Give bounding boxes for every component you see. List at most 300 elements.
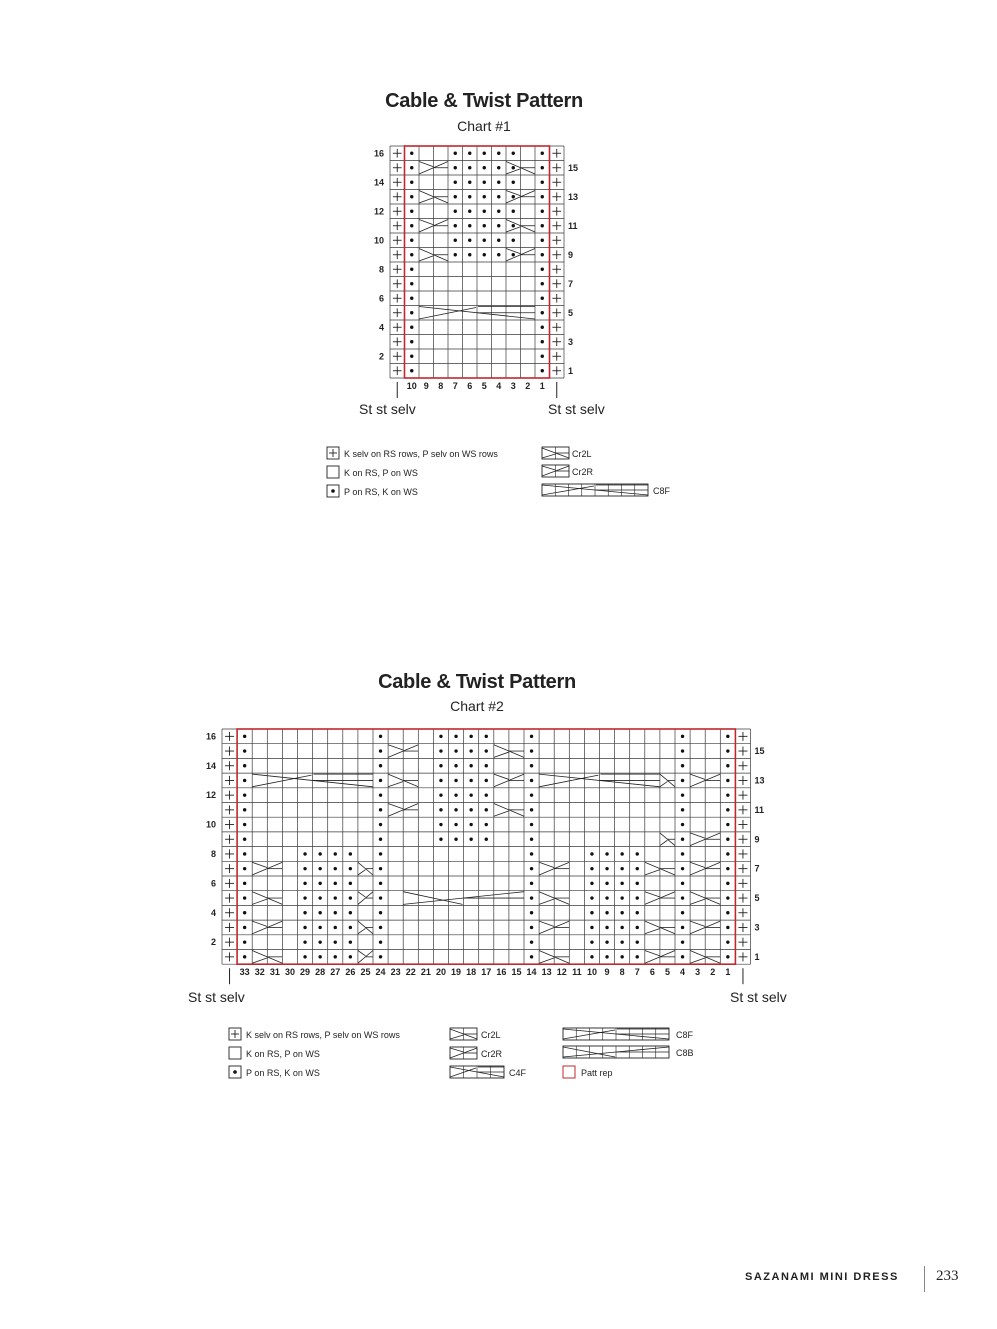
- chart2-purl-stitch: [485, 808, 488, 811]
- chart1-selv-stitch: [393, 192, 402, 201]
- chart2-purl-stitch: [379, 940, 382, 943]
- chart1-purl-stitch: [541, 195, 544, 198]
- chart1-selv-stitch: [552, 308, 561, 317]
- chart1-selv-stitch: [552, 192, 561, 201]
- chart1-row-label: 3: [568, 336, 574, 347]
- chart2-selv-stitch: [738, 761, 747, 770]
- chart1-legend-selv-symbol-glyph: [329, 449, 337, 457]
- chart2-col-label: 22: [405, 967, 416, 978]
- chart1-selv-stitch: [552, 294, 561, 303]
- chart1-purl-stitch: [541, 369, 544, 372]
- chart1-purl-stitch: [483, 152, 486, 155]
- chart1-purl-stitch: [468, 210, 471, 213]
- chart2-selv-stitch: [738, 791, 747, 800]
- chart2-purl-stitch: [243, 955, 246, 958]
- chart2-purl-stitch: [726, 808, 729, 811]
- chart1-purl-stitch: [541, 297, 544, 300]
- chart2-purl-stitch: [303, 955, 306, 958]
- chart2-purl-stitch: [530, 867, 533, 870]
- chart2-purl-stitch: [636, 867, 639, 870]
- chart2-purl-stitch: [485, 793, 488, 796]
- chart1-legend-c8f-label: C8F: [653, 486, 671, 496]
- chart1-purl-stitch: [483, 253, 486, 256]
- chart1-purl-stitch: [541, 210, 544, 213]
- chart2-purl-stitch: [530, 793, 533, 796]
- chart1-purl-stitch: [410, 326, 413, 329]
- chart2-selv-stitch: [225, 879, 234, 888]
- chart1-purl-stitch: [497, 210, 500, 213]
- chart2-selv-left: St st selv: [188, 989, 245, 1005]
- chart2-selv-stitch: [738, 805, 747, 814]
- chart2-purl-stitch: [726, 940, 729, 943]
- chart1-purl-stitch: [410, 166, 413, 169]
- chart1-purl-stitch: [410, 340, 413, 343]
- chart2-purl-stitch: [303, 896, 306, 899]
- chart1-selv-stitch: [393, 207, 402, 216]
- chart2-selv-stitch: [738, 952, 747, 961]
- chart2-purl-stitch: [530, 823, 533, 826]
- chart2-selv-stitch: [738, 938, 747, 947]
- chart1-purl-stitch: [541, 224, 544, 227]
- chart2-purl-stitch: [334, 852, 337, 855]
- chart2-col-label: 31: [269, 967, 280, 978]
- chart2-purl-stitch: [379, 852, 382, 855]
- chart2-subtitle: Chart #2: [450, 698, 504, 714]
- chart2-purl-stitch: [349, 955, 352, 958]
- chart2-selv-stitch: [225, 908, 234, 917]
- chart2-purl-stitch: [439, 808, 442, 811]
- chart2-selv-stitch: [738, 879, 747, 888]
- chart1-row-label: 5: [568, 307, 574, 318]
- chart2-purl-stitch: [243, 940, 246, 943]
- chart2-purl-stitch: [379, 896, 382, 899]
- chart1-purl-stitch: [512, 253, 515, 256]
- chart2-purl-stitch: [379, 823, 382, 826]
- chart1-purl-stitch: [541, 181, 544, 184]
- chart2-purl-stitch: [726, 823, 729, 826]
- chart2-selv-right: St st selv: [730, 989, 787, 1005]
- chart1-row-label: 6: [378, 293, 384, 304]
- chart1-legend-cr2l-label: Cr2L: [572, 449, 592, 459]
- chart1-purl-stitch: [410, 181, 413, 184]
- chart2-purl-stitch: [243, 867, 246, 870]
- chart2-cable-cr2r: [358, 892, 373, 905]
- chart1-purl-stitch: [454, 239, 457, 242]
- chart1-selv-stitch: [552, 323, 561, 332]
- chart2-purl-stitch: [590, 911, 593, 914]
- chart2-purl-stitch: [334, 896, 337, 899]
- chart2-row-label: 16: [205, 731, 216, 742]
- chart2-row-label: 1: [754, 951, 760, 962]
- chart2-purl-stitch: [469, 749, 472, 752]
- chart2-selv-stitch: [225, 938, 234, 947]
- chart2-purl-stitch: [530, 940, 533, 943]
- chart2-purl-stitch: [681, 940, 684, 943]
- chart2-col-label: 2: [710, 967, 716, 978]
- chart2-purl-stitch: [590, 940, 593, 943]
- chart2-selv-stitch: [738, 747, 747, 756]
- chart1-legend-purl-symbol-dot: [331, 489, 335, 493]
- chart2-purl-stitch: [681, 764, 684, 767]
- chart1-selv-stitch: [393, 149, 402, 158]
- chart1-col-label: 6: [467, 381, 473, 391]
- chart1-purl-stitch: [468, 152, 471, 155]
- chart2-selv-stitch: [225, 864, 234, 873]
- chart2-purl-stitch: [590, 896, 593, 899]
- chart2-purl-stitch: [439, 749, 442, 752]
- chart2-legend-patt-rep-label: Patt rep: [581, 1068, 613, 1078]
- chart2-purl-stitch: [379, 955, 382, 958]
- chart1-purl-stitch: [410, 195, 413, 198]
- chart2-purl-stitch: [334, 940, 337, 943]
- chart2-purl-stitch: [605, 867, 608, 870]
- chart2-purl-stitch: [439, 779, 442, 782]
- chart1-purl-stitch: [512, 195, 515, 198]
- chart2-legend-patt-rep-symbol: [563, 1066, 575, 1078]
- chart2-purl-stitch: [454, 779, 457, 782]
- chart2-col-label: 21: [420, 967, 431, 978]
- chart2-purl-stitch: [243, 808, 246, 811]
- chart2-purl-stitch: [726, 749, 729, 752]
- chart1-selv-stitch: [393, 221, 402, 230]
- chart2-title: Cable & Twist Pattern: [378, 671, 576, 693]
- chart2-purl-stitch: [243, 852, 246, 855]
- chart2-purl-stitch: [530, 926, 533, 929]
- chart1-row-label: 7: [568, 278, 574, 289]
- chart1-purl-stitch: [483, 181, 486, 184]
- chart2-purl-stitch: [485, 764, 488, 767]
- chart2-purl-stitch: [681, 882, 684, 885]
- chart1-purl-stitch: [497, 195, 500, 198]
- chart2-col-label: 4: [680, 967, 686, 978]
- chart2-selv-stitch: [225, 776, 234, 785]
- chart2-purl-stitch: [726, 735, 729, 738]
- chart1-purl-stitch: [454, 210, 457, 213]
- chart2-purl-stitch: [334, 955, 337, 958]
- chart2-purl-stitch: [726, 926, 729, 929]
- chart1-purl-stitch: [483, 210, 486, 213]
- chart2-purl-stitch: [681, 749, 684, 752]
- chart2-purl-stitch: [318, 852, 321, 855]
- chart1-purl-stitch: [454, 181, 457, 184]
- chart2-purl-stitch: [379, 749, 382, 752]
- chart2-purl-stitch: [485, 838, 488, 841]
- chart2-col-label: 16: [496, 967, 507, 978]
- chart2-purl-stitch: [243, 823, 246, 826]
- chart2-purl-stitch: [620, 926, 623, 929]
- chart2-purl-stitch: [243, 749, 246, 752]
- chart1-col-label: 4: [496, 381, 502, 391]
- chart2-purl-stitch: [681, 852, 684, 855]
- chart2-row-label: 8: [210, 848, 216, 859]
- chart1-purl-stitch: [483, 195, 486, 198]
- chart1-col-label: 5: [481, 381, 487, 391]
- chart2-purl-stitch: [303, 911, 306, 914]
- chart2-purl-stitch: [454, 793, 457, 796]
- chart2-row-label: 5: [754, 893, 760, 904]
- chart2-purl-stitch: [379, 764, 382, 767]
- chart2-purl-stitch: [469, 793, 472, 796]
- chart1-purl-stitch: [512, 210, 515, 213]
- chart2-purl-stitch: [636, 926, 639, 929]
- chart2-purl-stitch: [379, 793, 382, 796]
- chart1-purl-stitch: [454, 166, 457, 169]
- chart1-selv-stitch: [393, 366, 402, 375]
- chart1-legend-knit-symbol: [327, 466, 339, 478]
- chart1-col-label: 9: [423, 381, 429, 391]
- chart2-selv-stitch: [738, 864, 747, 873]
- chart2-legend-cr2r-label: Cr2R: [481, 1049, 503, 1059]
- chart1-purl-stitch: [410, 355, 413, 358]
- chart2-purl-stitch: [303, 940, 306, 943]
- chart2-purl-stitch: [590, 926, 593, 929]
- chart2-purl-stitch: [439, 764, 442, 767]
- chart1-row-label: 14: [373, 177, 384, 188]
- chart1-purl-stitch: [454, 253, 457, 256]
- chart2-purl-stitch: [303, 867, 306, 870]
- chart1-selv-stitch: [552, 236, 561, 245]
- chart2-col-label: 3: [695, 967, 701, 978]
- chart2-purl-stitch: [681, 867, 684, 870]
- chart1-title: Cable & Twist Pattern: [385, 90, 583, 112]
- chart2-purl-stitch: [349, 882, 352, 885]
- chart2-selv-stitch: [225, 923, 234, 932]
- chart2-col-label: 6: [649, 967, 655, 978]
- chart1-selv-stitch: [552, 163, 561, 172]
- chart2-legend-knit-symbol: [229, 1047, 241, 1059]
- footer-pattern-name: SAZANAMI MINI DRESS: [745, 1271, 899, 1283]
- chart2-purl-stitch: [726, 896, 729, 899]
- chart2-purl-stitch: [454, 749, 457, 752]
- chart2-purl-stitch: [605, 940, 608, 943]
- chart2-selv-stitch: [738, 849, 747, 858]
- chart2-purl-stitch: [605, 955, 608, 958]
- chart2-col-label: 13: [541, 967, 552, 978]
- chart2-purl-stitch: [243, 838, 246, 841]
- chart2-purl-stitch: [469, 779, 472, 782]
- chart2-purl-stitch: [726, 882, 729, 885]
- chart2-purl-stitch: [636, 955, 639, 958]
- chart2-row-label: 9: [754, 834, 760, 845]
- chart2-purl-stitch: [379, 735, 382, 738]
- chart2-purl-stitch: [454, 808, 457, 811]
- chart2-col-label: 10: [586, 967, 597, 978]
- chart1-row-label: 12: [373, 206, 384, 217]
- chart1-purl-stitch: [468, 253, 471, 256]
- chart1-selv-stitch: [552, 352, 561, 361]
- chart1-purl-stitch: [468, 166, 471, 169]
- chart2-col-label: 24: [375, 967, 386, 978]
- chart2-selv-stitch: [225, 894, 234, 903]
- chart1-purl-stitch: [410, 152, 413, 155]
- chart1-purl-stitch: [497, 166, 500, 169]
- chart2-purl-stitch: [681, 793, 684, 796]
- chart1-purl-stitch: [483, 239, 486, 242]
- chart2-selv-stitch: [738, 732, 747, 741]
- chart2-purl-stitch: [469, 735, 472, 738]
- chart2-selv-stitch: [225, 747, 234, 756]
- chart2-purl-stitch: [303, 926, 306, 929]
- chart1-selv-stitch: [552, 265, 561, 274]
- chart1-purl-stitch: [410, 268, 413, 271]
- chart2-purl-stitch: [318, 882, 321, 885]
- chart1-purl-stitch: [468, 181, 471, 184]
- chart2-col-label: 28: [315, 967, 326, 978]
- chart1-purl-stitch: [483, 224, 486, 227]
- chart1-purl-stitch: [497, 239, 500, 242]
- chart2-purl-stitch: [349, 852, 352, 855]
- chart1-selv-stitch: [552, 207, 561, 216]
- chart2-col-label: 15: [511, 967, 522, 978]
- chart2-purl-stitch: [439, 823, 442, 826]
- chart1-purl-stitch: [410, 210, 413, 213]
- chart2-purl-stitch: [636, 852, 639, 855]
- chart2-legend-c4f-label: C4F: [509, 1068, 527, 1078]
- chart1-purl-stitch: [468, 224, 471, 227]
- chart2-purl-stitch: [243, 793, 246, 796]
- chart2-legend-knit-label: K on RS, P on WS: [246, 1049, 320, 1059]
- chart2-purl-stitch: [334, 926, 337, 929]
- chart2-purl-stitch: [726, 867, 729, 870]
- chart1-legend-knit-label: K on RS, P on WS: [344, 468, 418, 478]
- chart2-selv-stitch: [738, 835, 747, 844]
- chart1-col-label: 7: [452, 381, 458, 391]
- chart2-purl-stitch: [243, 779, 246, 782]
- chart2-selv-stitch: [225, 820, 234, 829]
- chart2-purl-stitch: [243, 764, 246, 767]
- chart2-legend-c8b-label: C8B: [676, 1048, 694, 1058]
- chart2-col-label: 7: [634, 967, 640, 978]
- chart2-row-label: 6: [210, 878, 216, 889]
- chart2-legend-selv-symbol-glyph: [231, 1030, 239, 1038]
- chart1-selv-stitch: [393, 279, 402, 288]
- chart1-row-label: 9: [568, 249, 574, 260]
- chart1-purl-stitch: [541, 166, 544, 169]
- chart2-cable-cr2l: [660, 833, 675, 846]
- chart1-purl-stitch: [512, 224, 515, 227]
- chart2-purl-stitch: [530, 852, 533, 855]
- chart2-purl-stitch: [334, 882, 337, 885]
- chart2-purl-stitch: [318, 955, 321, 958]
- chart2-purl-stitch: [334, 867, 337, 870]
- chart2-selv-stitch: [225, 761, 234, 770]
- chart2-purl-stitch: [485, 749, 488, 752]
- chart2-purl-stitch: [454, 764, 457, 767]
- chart2-purl-stitch: [379, 911, 382, 914]
- chart2-purl-stitch: [620, 911, 623, 914]
- chart1-purl-stitch: [410, 297, 413, 300]
- chart2-purl-stitch: [318, 911, 321, 914]
- chart2-purl-stitch: [439, 838, 442, 841]
- chart2-purl-stitch: [530, 955, 533, 958]
- chart2-purl-stitch: [605, 896, 608, 899]
- chart2-selv-stitch: [738, 923, 747, 932]
- chart2-purl-stitch: [379, 926, 382, 929]
- chart1-purl-stitch: [454, 152, 457, 155]
- chart1-subtitle: Chart #1: [457, 118, 511, 134]
- chart1-purl-stitch: [512, 239, 515, 242]
- chart2-purl-stitch: [726, 852, 729, 855]
- chart1-purl-stitch: [541, 253, 544, 256]
- chart2-purl-stitch: [590, 955, 593, 958]
- chart2-purl-stitch: [530, 749, 533, 752]
- chart2-col-label: 11: [572, 967, 582, 978]
- chart2-purl-stitch: [530, 764, 533, 767]
- chart2-purl-stitch: [530, 808, 533, 811]
- chart1-selv-stitch: [552, 366, 561, 375]
- chart1-selv-stitch: [552, 221, 561, 230]
- chart1-purl-stitch: [454, 195, 457, 198]
- chart2-purl-stitch: [726, 779, 729, 782]
- chart2-purl-stitch: [636, 896, 639, 899]
- chart2-legend-selv-label: K selv on RS rows, P selv on WS rows: [246, 1030, 400, 1040]
- chart2-purl-stitch: [681, 926, 684, 929]
- chart2-selv-stitch: [225, 835, 234, 844]
- chart1-row-label: 4: [378, 322, 384, 333]
- chart2-purl-stitch: [681, 955, 684, 958]
- chart2-purl-stitch: [379, 808, 382, 811]
- chart2-purl-stitch: [605, 882, 608, 885]
- chart2-purl-stitch: [485, 735, 488, 738]
- chart2-purl-stitch: [439, 735, 442, 738]
- chart2-purl-stitch: [620, 896, 623, 899]
- chart2-purl-stitch: [605, 926, 608, 929]
- chart2-row-label: 12: [205, 790, 216, 801]
- chart2-purl-stitch: [243, 911, 246, 914]
- chart1-selv-stitch: [393, 236, 402, 245]
- chart1-selv-right: St st selv: [548, 401, 605, 417]
- chart2-col-label: 19: [451, 967, 462, 978]
- chart1-purl-stitch: [468, 195, 471, 198]
- chart1-selv-stitch: [393, 323, 402, 332]
- chart2-purl-stitch: [726, 955, 729, 958]
- chart1-col-label: 3: [510, 381, 516, 391]
- chart2-purl-stitch: [485, 823, 488, 826]
- chart1-purl-stitch: [512, 152, 515, 155]
- chart1-purl-stitch: [541, 239, 544, 242]
- chart2-purl-stitch: [726, 764, 729, 767]
- chart2-purl-stitch: [530, 911, 533, 914]
- chart2-selv-stitch: [738, 908, 747, 917]
- chart2-purl-stitch: [454, 823, 457, 826]
- chart1-purl-stitch: [541, 311, 544, 314]
- chart1-selv-stitch: [552, 250, 561, 259]
- chart1-selv-stitch: [393, 163, 402, 172]
- chart2-purl-stitch: [469, 823, 472, 826]
- chart1-row-label: 11: [568, 220, 578, 231]
- chart2-purl-stitch: [318, 926, 321, 929]
- chart2-legend-purl-label: P on RS, K on WS: [246, 1068, 320, 1078]
- chart2-purl-stitch: [318, 867, 321, 870]
- chart2-purl-stitch: [590, 867, 593, 870]
- chart1-purl-stitch: [541, 340, 544, 343]
- chart2-purl-stitch: [636, 882, 639, 885]
- chart2-selv-stitch: [225, 732, 234, 741]
- chart2-legend-purl-symbol-dot: [233, 1070, 237, 1074]
- chart1-legend-cr2r-label: Cr2R: [572, 467, 594, 477]
- chart1-selv-stitch: [552, 337, 561, 346]
- chart1-purl-stitch: [410, 311, 413, 314]
- chart2-purl-stitch: [681, 735, 684, 738]
- chart1-selv-stitch: [393, 352, 402, 361]
- chart2-row-label: 7: [754, 863, 760, 874]
- chart2-row-label: 2: [210, 937, 216, 948]
- chart1-row-label: 1: [568, 365, 574, 376]
- chart2-purl-stitch: [243, 926, 246, 929]
- chart1-row-label: 10: [373, 235, 384, 246]
- chart2-col-label: 30: [284, 967, 295, 978]
- chart2-col-label: 20: [435, 967, 446, 978]
